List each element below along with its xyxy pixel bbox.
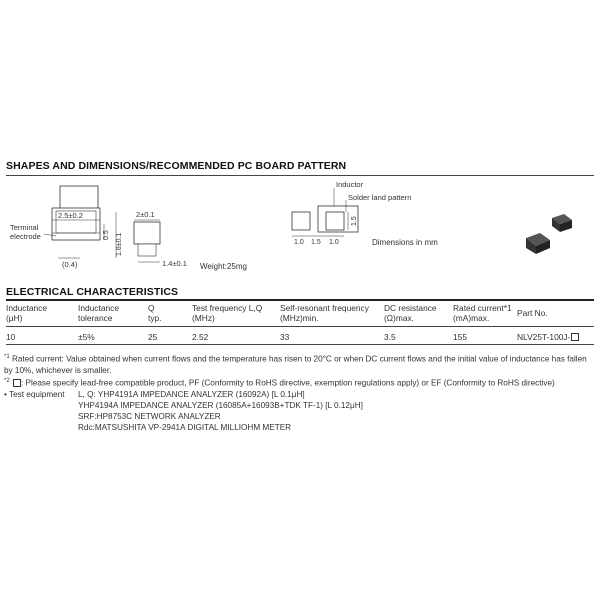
pcb-height-label: 1.5: [351, 216, 358, 226]
terminal-label-2: electrode: [10, 232, 41, 241]
cell-tolerance: ±5%: [78, 332, 95, 342]
pcb-dim-1: 1.0: [294, 239, 304, 246]
equipment-line-2: YHP4194A IMPEDANCE ANALYZER (16085A+16093B+TDK TF-1) [L 0.12μH]: [78, 401, 363, 410]
cell-part-no: NLV25T-100J-: [517, 332, 579, 342]
dim-04-label: (0.4): [62, 260, 78, 269]
dimension-drawing: [0, 178, 600, 278]
cell-rated-current: 155: [453, 332, 467, 342]
dim-width-label: 2.5±0.2: [58, 211, 83, 220]
dim-14-label: 1.4±0.1: [162, 259, 187, 268]
cell-srf: 33: [280, 332, 290, 342]
equipment-line-1: L, Q: YHP4191A IMPEDANCE ANALYZER (16092A) [L 0.1μH]: [78, 390, 305, 399]
inductor-label: Inductor: [336, 180, 364, 189]
note-1: $^{*1}$ Rated current: Value obtained when current flows and the temperature has risen to 20°C or when DC current flows and the initial value of inductance has fallen by 10%, whichever is smaller.: [4, 354, 587, 375]
dim-height-label: 1.8±0.1: [116, 232, 123, 256]
electrical-top-rule: [6, 299, 594, 301]
suffix-box-icon: [571, 333, 579, 341]
header-q: Q typ.: [148, 303, 162, 323]
component-side-view: [134, 222, 160, 244]
product-photo: [526, 214, 572, 254]
electrical-title: ELECTRICAL CHARACTERISTICS: [6, 286, 179, 298]
solder-land-left: [292, 212, 310, 230]
cell-dc-resistance: 3.5: [384, 332, 396, 342]
header-srf: Self-resonant frequency (MHz)min.: [280, 303, 369, 323]
pcb-dim-2: 1.5: [311, 239, 321, 246]
header-inductance: Inductance (μH): [6, 303, 47, 323]
shapes-divider: [6, 175, 594, 176]
weight-label: Weight:25mg: [200, 262, 247, 271]
header-divider: [6, 326, 594, 327]
solder-label: Solder land pattern: [348, 193, 412, 202]
dim-small-label: 0.5: [103, 230, 110, 240]
table-bottom-rule: [6, 344, 594, 345]
dims-unit-label: Dimensions in mm: [372, 238, 438, 247]
cell-inductance: 10: [6, 332, 16, 342]
terminal-label-1: Terminal: [10, 223, 39, 232]
header-tolerance: Inductance tolerance: [78, 303, 119, 323]
header-rated-current: Rated current*1 (mA)max.: [453, 303, 512, 323]
pcb-dim-3: 1.0: [329, 239, 339, 246]
note-2: $^{*2}$ : Please specify lead-free compatible product, PF (Conformity to RoHS directive, exemption regulations apply) or EF (Conformity to RoHS directive): [4, 378, 555, 388]
dim-top-width-label: 2±0.1: [136, 210, 155, 219]
header-test-frequency: Test frequency L,Q (MHz): [192, 303, 263, 323]
test-equipment-label: • Test equipment: [4, 390, 65, 399]
shapes-title: SHAPES AND DIMENSIONS/RECOMMENDED PC BOARD PATTERN: [6, 160, 347, 172]
header-part-no: Part No.: [517, 308, 548, 318]
solder-land-right: [326, 212, 344, 230]
placeholder-box-icon: [13, 379, 21, 387]
cell-q: 25: [148, 332, 158, 342]
cell-test-frequency: 2.52: [192, 332, 209, 342]
equipment-line-3: SRF:HP8753C NETWORK ANALYZER: [78, 412, 221, 421]
equipment-line-4: Rdc:MATSUSHITA VP-2941A DIGITAL MILLIOHM METER: [78, 423, 292, 432]
header-dc-resistance: DC resistance (Ω)max.: [384, 303, 437, 323]
